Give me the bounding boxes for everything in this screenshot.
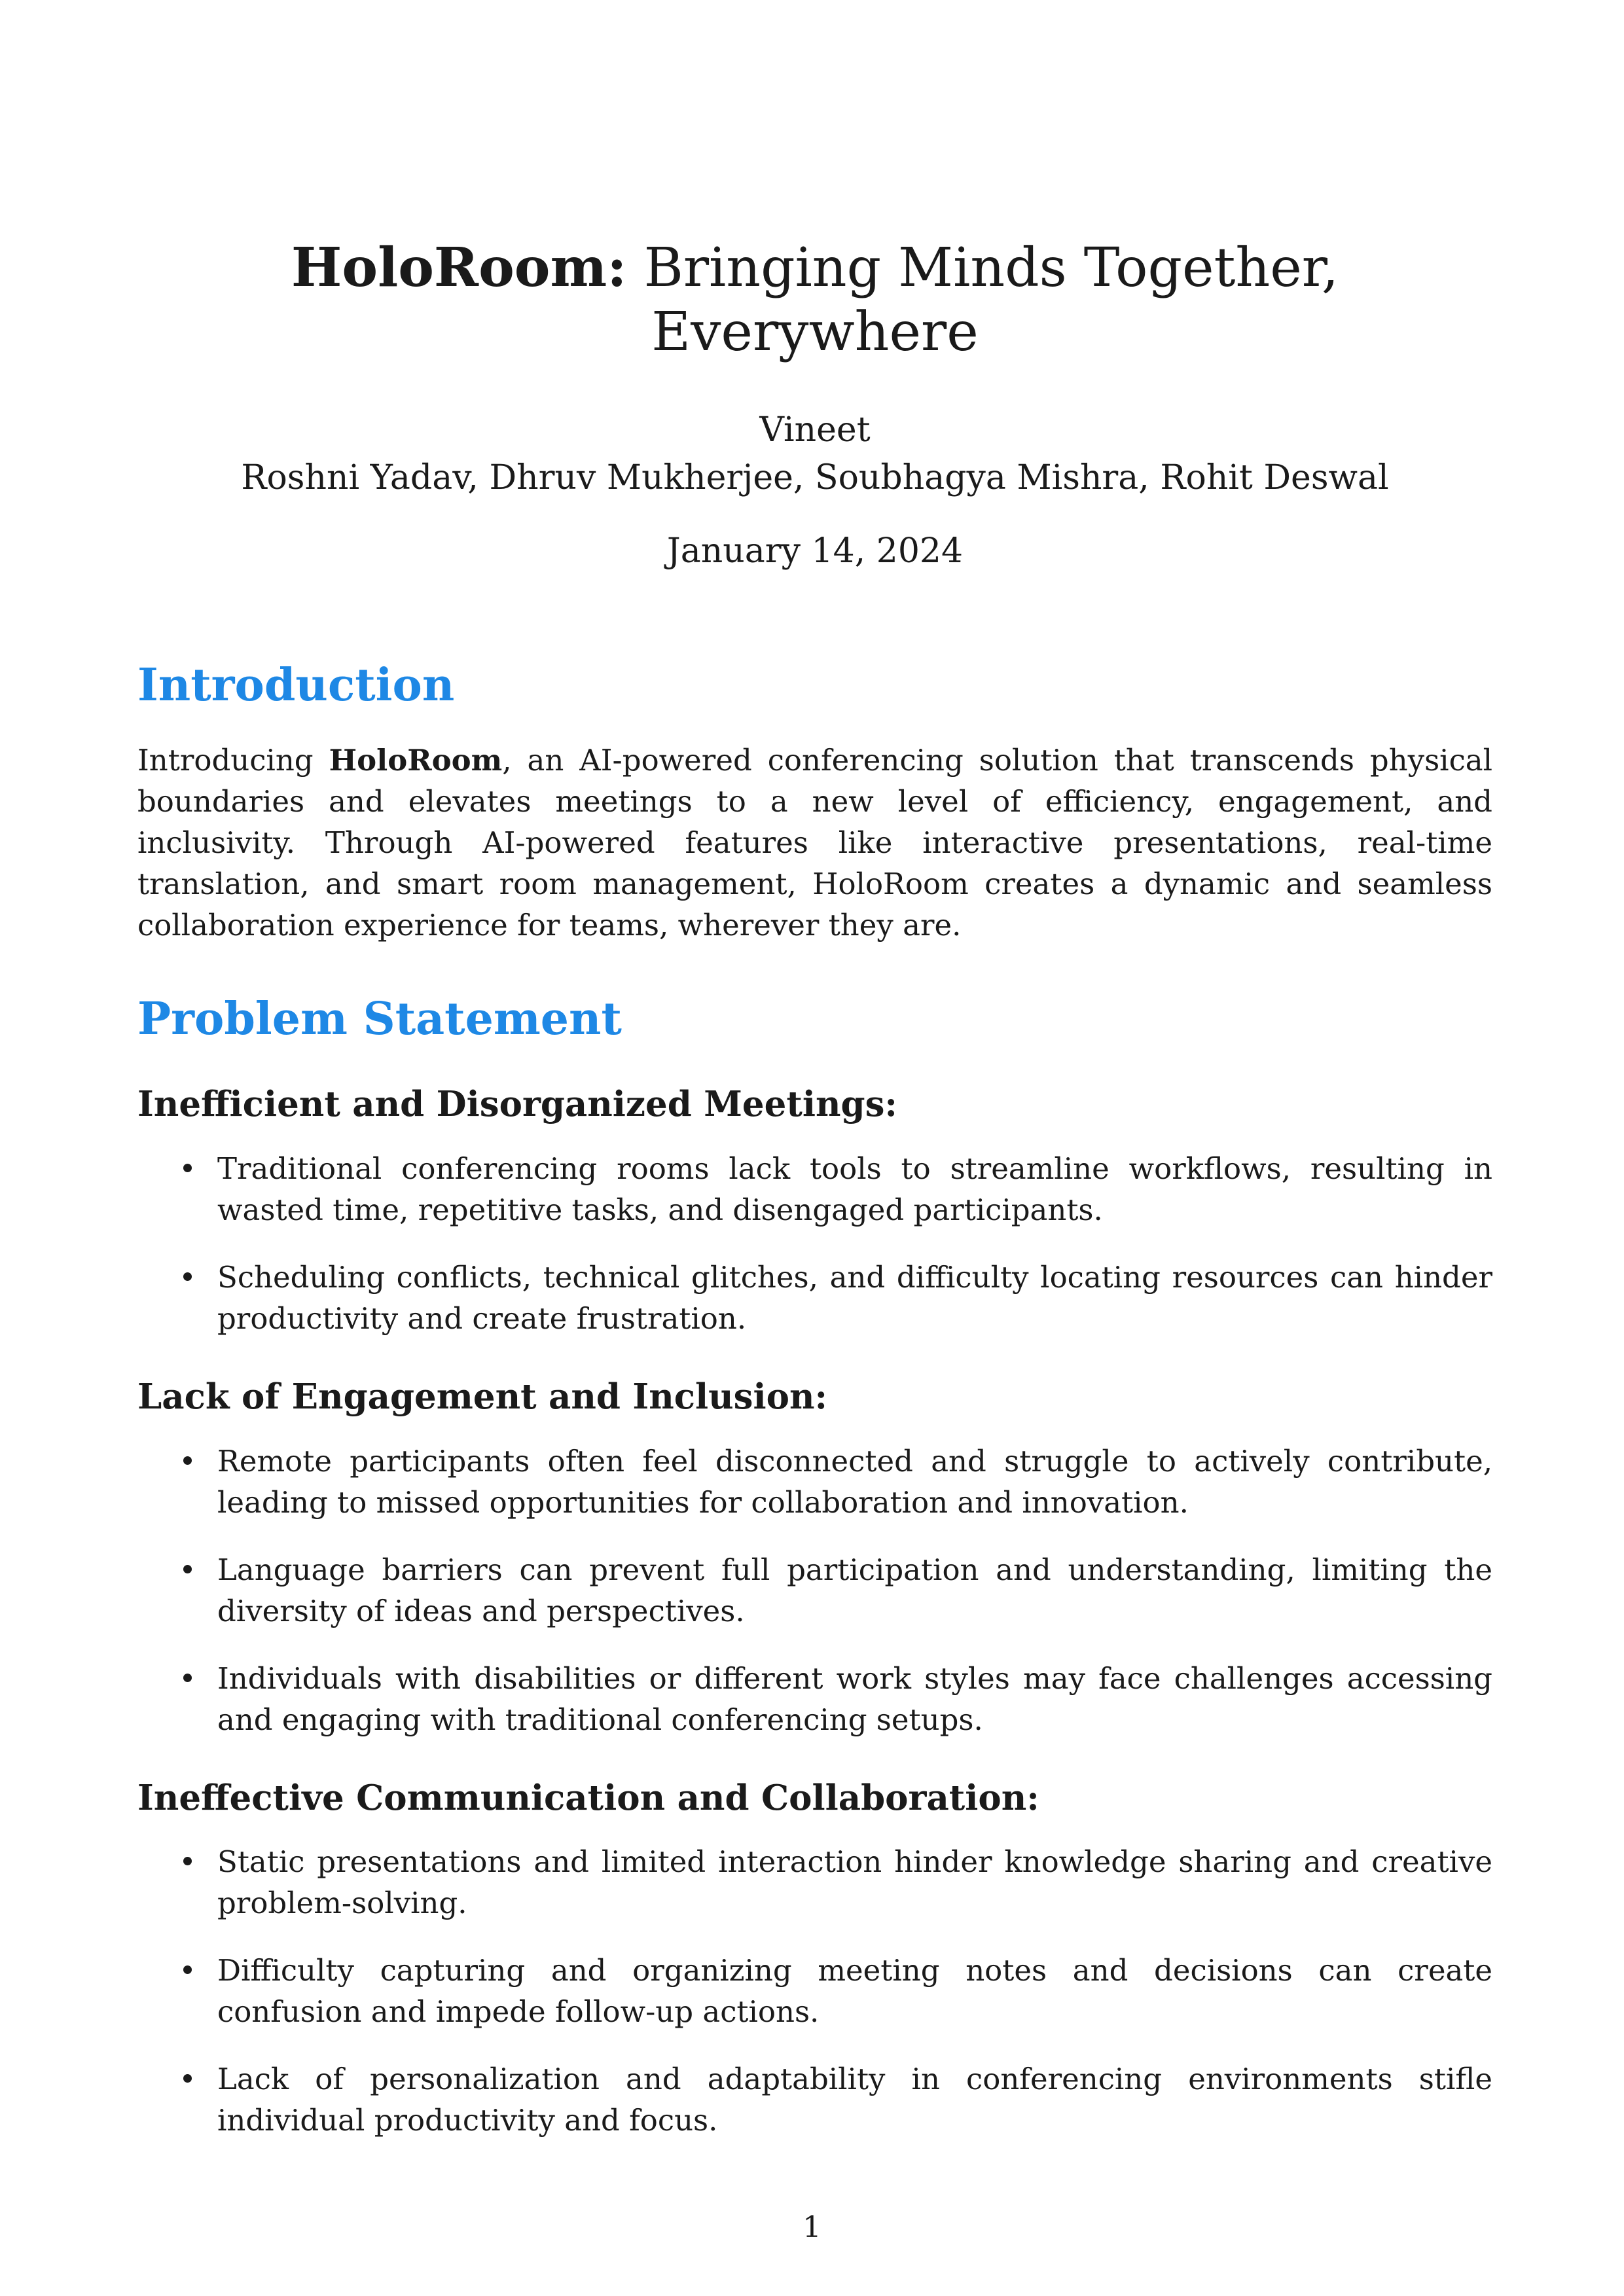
document-date: January 14, 2024	[666, 531, 964, 571]
list-item-text: Static presentations and limited interaction hinder knowledge sharing and creative problem-solving.	[217, 1844, 1492, 1921]
list-item	[137, 1658, 1492, 1740]
list-item-text: Traditional conferencing rooms lack tools to streamline workflows, resulting in wasted time, repetitive tasks, and disengaged participants.	[217, 1151, 1492, 1227]
introduction-heading: Introduction	[137, 658, 455, 711]
list-item	[137, 1950, 1492, 2032]
bullet-icon	[183, 1272, 192, 1281]
list-item-text: Lack of personalization and adaptability in conferencing environments stifle individual productivity and focus.	[217, 2062, 1492, 2138]
page-number: 1	[803, 2210, 821, 2244]
subsection-title: Ineffective Communication and Collaboration:	[137, 1777, 1039, 1818]
bullet-icon	[183, 1456, 192, 1465]
intro-text-after: , an AI-powered conferencing solution that transcends physical boundaries and elevates meetings to a new level of efficiency, engagement, and inclusivity. Through AI-powered features like interactive presentations, real-time translation, and smart room management, HoloRoom creates a dynamic and seamless collaboration experience for teams, wherever they are.	[137, 743, 1492, 943]
list-item	[137, 1257, 1492, 1339]
subsection-engagement-inclusion	[137, 1374, 1492, 1740]
list-item	[137, 1549, 1492, 1632]
co-authors: Roshni Yadav, Dhruv Mukherjee, Soubhagya Mishra, Rohit Deswal	[241, 458, 1389, 498]
primary-author: Vineet	[759, 410, 871, 450]
page-content	[137, 236, 1492, 2167]
list-item-text: Individuals with disabilities or different work styles may face challenges accessing and engaging with traditional conferencing setups.	[217, 1660, 1492, 1737]
bullet-icon	[183, 1164, 192, 1172]
bullet-icon	[183, 2074, 192, 2083]
list-item	[137, 1841, 1492, 1924]
list-item-text: Scheduling conflicts, technical glitches, and difficulty locating resources can hinder productivity and create frustration.	[217, 1259, 1492, 1336]
bullet-list	[137, 1148, 1492, 1339]
intro-text-before: Introducing	[137, 743, 329, 778]
list-item	[137, 1148, 1492, 1230]
subsection-communication-collaboration	[137, 1776, 1492, 2142]
document-title	[137, 236, 1492, 365]
subsection-title: Lack of Engagement and Inclusion:	[137, 1376, 828, 1417]
title-tagline: Bringing Minds Together, Everywhere	[626, 237, 1339, 364]
subsection-inefficient-meetings	[137, 1082, 1492, 1339]
list-item-text: Difficulty capturing and organizing meeting notes and decisions can create confusion and impede follow-up actions.	[217, 1953, 1492, 2030]
list-item	[137, 2058, 1492, 2141]
title-product-name: HoloRoom:	[291, 236, 627, 299]
introduction-paragraph	[137, 740, 1492, 946]
bullet-list	[137, 1441, 1492, 1740]
bullet-icon	[183, 1965, 192, 1974]
bullet-icon	[183, 1857, 192, 1865]
subsection-title: Inefficient and Disorganized Meetings:	[137, 1083, 897, 1124]
list-item-text: Remote participants often feel disconnected and struggle to actively contribute, leading to missed opportunities for collaboration and innovation.	[217, 1443, 1492, 1520]
bullet-icon	[183, 1565, 192, 1573]
bullet-list	[137, 1841, 1492, 2141]
list-item	[137, 1441, 1492, 1523]
problem-statement-heading: Problem Statement	[137, 993, 622, 1046]
bullet-icon	[183, 1674, 192, 1682]
intro-product-name: HoloRoom	[329, 743, 503, 778]
list-item-text: Language barriers can prevent full participation and understanding, limiting the diversity of ideas and perspectives.	[217, 1552, 1492, 1628]
